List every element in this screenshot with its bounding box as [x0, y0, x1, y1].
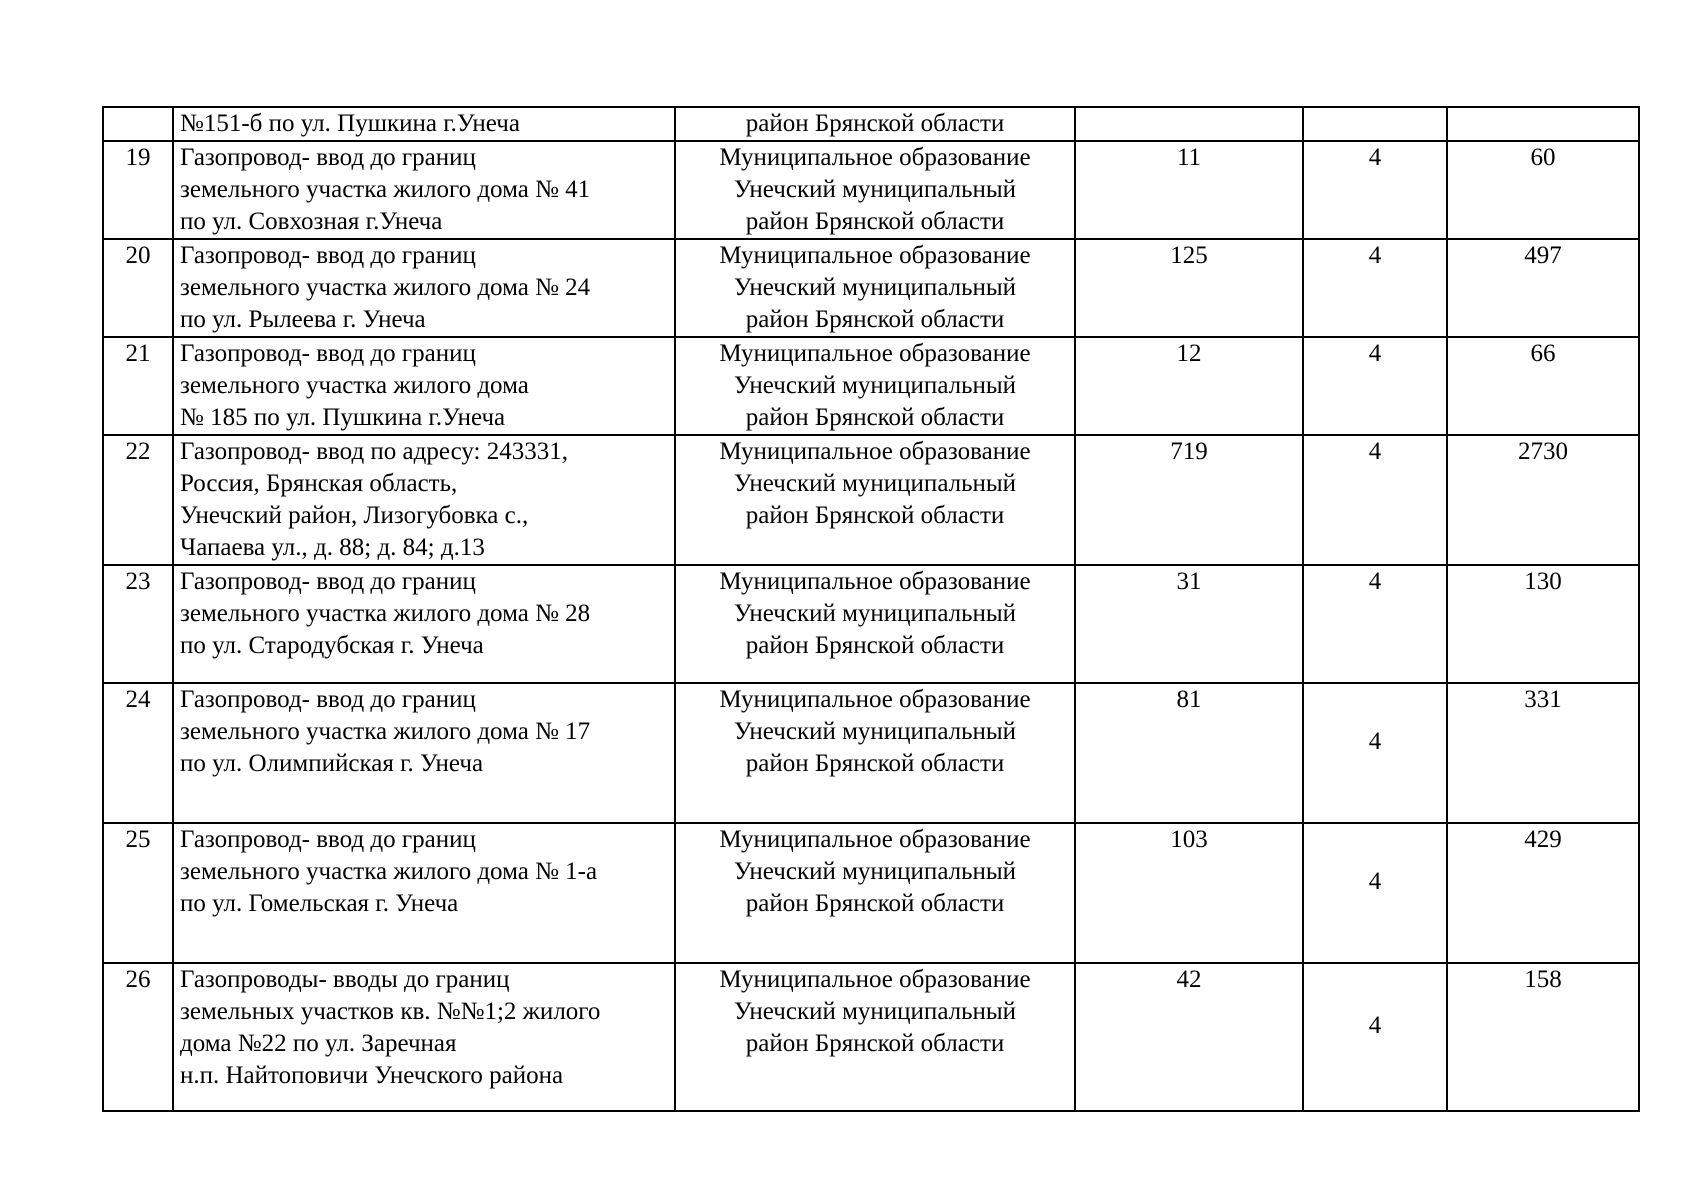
object-owner-line: район Брянской области: [745, 1030, 1005, 1057]
object-name-line: земельного участка жилого дома № 17: [180, 718, 591, 745]
object-name: [173, 823, 675, 963]
object-name-line: по ул. Совхозная г.Унеча: [180, 208, 443, 235]
object-owner-line: район Брянской области: [745, 750, 1005, 777]
value-cost: [1447, 107, 1639, 141]
object-name-line: земельного участка жилого дома № 41: [180, 176, 591, 203]
value-category: 4: [1303, 239, 1447, 337]
object-owner-line: Унечский муниципальный: [733, 998, 1017, 1025]
object-name: [173, 963, 675, 1111]
table-row: [103, 337, 1639, 435]
gas-pipeline-registry-table: [102, 106, 1640, 1112]
object-name: [173, 337, 675, 435]
object-name-line: земельного участка жилого дома № 24: [180, 274, 591, 301]
value-length: 12: [1075, 337, 1303, 435]
value-length: 103: [1075, 823, 1303, 963]
row-number: 23: [103, 565, 173, 683]
value-category: 4: [1303, 435, 1447, 565]
object-name-line: Газопровод- ввод до границ: [180, 144, 476, 171]
value-length: 125: [1075, 239, 1303, 337]
object-owner-line: Унечский муниципальный: [733, 718, 1017, 745]
value-cost: 429: [1447, 823, 1639, 963]
object-name-line: № 185 по ул. Пушкина г.Унеча: [180, 404, 506, 431]
object-name: [173, 683, 675, 823]
object-owner-line: Унечский муниципальный: [733, 470, 1017, 497]
object-owner: [675, 107, 1075, 141]
table-row: [103, 683, 1639, 823]
row-number: 24: [103, 683, 173, 823]
object-name: [173, 565, 675, 683]
value-length: 719: [1075, 435, 1303, 565]
table-row: [103, 141, 1639, 239]
object-owner: [675, 141, 1075, 239]
object-owner-line: Муниципальное образование: [719, 686, 1031, 713]
row-number: 19: [103, 141, 173, 239]
value-length: 31: [1075, 565, 1303, 683]
row-number: [103, 107, 173, 141]
object-name-line: Чапаева ул., д. 88; д. 84; д.13: [180, 534, 485, 561]
object-owner: [675, 963, 1075, 1111]
object-name-line: земельного участка жилого дома: [180, 372, 529, 399]
object-name-line: дома №22 по ул. Заречная: [180, 1030, 457, 1057]
row-number: 22: [103, 435, 173, 565]
object-name-line: по ул. Рылеева г. Унеча: [180, 306, 426, 333]
object-name-line: Газопровод- ввод до границ: [180, 826, 476, 853]
object-owner: [675, 337, 1075, 435]
object-name-line: земельного участка жилого дома № 28: [180, 600, 591, 627]
object-owner: [675, 683, 1075, 823]
value-category: 4: [1303, 683, 1447, 823]
object-name-line: Россия, Брянская область,: [180, 470, 458, 497]
table-row: [103, 963, 1639, 1111]
value-length: 11: [1075, 141, 1303, 239]
object-name-line: н.п. Найтоповичи Унечского района: [180, 1062, 564, 1089]
table-row: [103, 107, 1639, 141]
table-row: [103, 435, 1639, 565]
table-row: [103, 823, 1639, 963]
object-owner-line: Унечский муниципальный: [733, 372, 1017, 399]
object-name: [173, 239, 675, 337]
object-owner-line: Муниципальное образование: [719, 966, 1031, 993]
object-name-line: Газопровод- ввод до границ: [180, 568, 476, 595]
object-name-line: №151-б по ул. Пушкина г.Унеча: [180, 110, 520, 137]
object-name-line: по ул. Гомельская г. Унеча: [180, 890, 459, 917]
object-name-line: по ул. Олимпийская г. Унеча: [180, 750, 484, 777]
object-name-line: Газопроводы- вводы до границ: [180, 966, 510, 993]
object-owner-line: район Брянской области: [745, 890, 1005, 917]
table-row: [103, 565, 1639, 683]
row-number: 25: [103, 823, 173, 963]
object-owner: [675, 239, 1075, 337]
value-length: [1075, 107, 1303, 141]
object-owner-line: район Брянской области: [745, 208, 1005, 235]
object-owner-line: Унечский муниципальный: [733, 274, 1017, 301]
object-owner-line: Унечский муниципальный: [733, 858, 1017, 885]
object-name-line: земельного участка жилого дома № 1-а: [180, 858, 598, 885]
object-name-line: земельных участков кв. №№1;2 жилого: [180, 998, 601, 1025]
object-owner-line: Унечский муниципальный: [733, 176, 1017, 203]
value-category: 4: [1303, 565, 1447, 683]
value-cost: 130: [1447, 565, 1639, 683]
row-number: 21: [103, 337, 173, 435]
row-number: 26: [103, 963, 173, 1111]
object-owner: [675, 565, 1075, 683]
table-row: [103, 239, 1639, 337]
object-owner: [675, 823, 1075, 963]
object-name: [173, 435, 675, 565]
value-length: 81: [1075, 683, 1303, 823]
object-owner: [675, 435, 1075, 565]
object-name-line: Газопровод- ввод до границ: [180, 686, 476, 713]
value-cost: 66: [1447, 337, 1639, 435]
object-name-line: Газопровод- ввод по адресу: 243331,: [180, 438, 568, 465]
value-length: 42: [1075, 963, 1303, 1111]
value-category: [1303, 107, 1447, 141]
row-number: 20: [103, 239, 173, 337]
object-owner-line: Муниципальное образование: [719, 438, 1031, 465]
object-owner-line: Муниципальное образование: [719, 568, 1031, 595]
object-name-line: Газопровод- ввод до границ: [180, 242, 476, 269]
object-owner-line: район Брянской области: [745, 404, 1005, 431]
value-category: 4: [1303, 337, 1447, 435]
object-owner-line: Муниципальное образование: [719, 340, 1031, 367]
object-name-line: Унечский район, Лизогубовка с.,: [180, 502, 529, 529]
value-cost: 60: [1447, 141, 1639, 239]
value-category: 4: [1303, 963, 1447, 1111]
object-owner-line: Муниципальное образование: [719, 144, 1031, 171]
value-cost: 331: [1447, 683, 1639, 823]
object-owner-line: Унечский муниципальный: [733, 600, 1017, 627]
object-owner-line: район Брянской области: [745, 632, 1005, 659]
value-category: 4: [1303, 823, 1447, 963]
value-cost: 497: [1447, 239, 1639, 337]
object-name-line: Газопровод- ввод до границ: [180, 340, 476, 367]
object-owner-line: Муниципальное образование: [719, 242, 1031, 269]
object-name-line: по ул. Стародубская г. Унеча: [180, 632, 484, 659]
object-owner-line: район Брянской области: [745, 502, 1005, 529]
value-category: 4: [1303, 141, 1447, 239]
object-name: [173, 107, 675, 141]
object-owner-line: Муниципальное образование: [719, 826, 1031, 853]
object-owner-line: район Брянской области: [745, 110, 1005, 137]
value-cost: 2730: [1447, 435, 1639, 565]
value-cost: 158: [1447, 963, 1639, 1111]
object-name: [173, 141, 675, 239]
object-owner-line: район Брянской области: [745, 306, 1005, 333]
